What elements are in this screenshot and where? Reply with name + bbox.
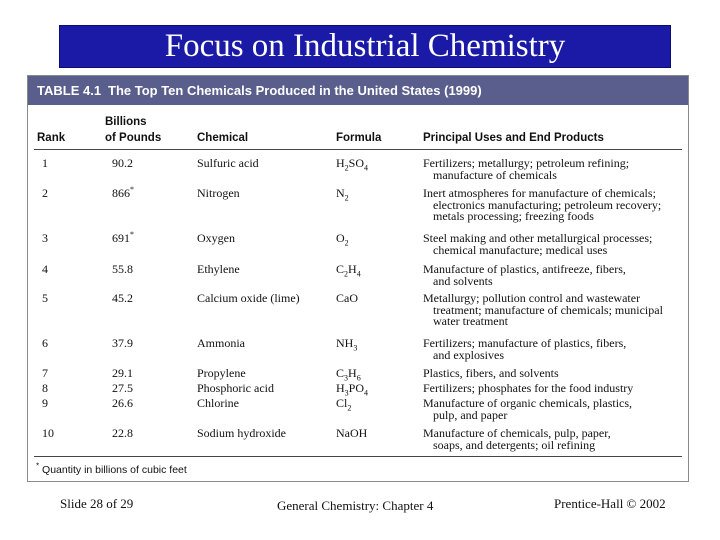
uses-line: Plastics, fibers, and solvents: [423, 366, 559, 380]
amount-value: 27.5: [112, 381, 133, 395]
uses-cell: [423, 383, 633, 395]
formula-cell: [336, 428, 367, 440]
uses-line: chemical manufacture; medical uses: [433, 242, 608, 257]
table-number: TABLE 4.1: [37, 83, 102, 98]
rank-cell: 5: [42, 291, 48, 305]
header-rank: Rank: [37, 132, 66, 144]
uses-line: Fertilizers; phosphates for the food industry: [423, 381, 634, 395]
amount-value: 55.8: [112, 262, 133, 276]
formula-part: 3: [353, 343, 358, 353]
amount-cell: [112, 230, 134, 245]
amount-value: 37.9: [112, 336, 133, 350]
formula-part: NH: [336, 336, 354, 350]
amount-cell: [112, 383, 133, 395]
uses-cell: [423, 158, 629, 181]
rank-cell: 3: [42, 231, 48, 245]
amount-cell: [112, 158, 133, 170]
chemicals-table: [27, 75, 689, 482]
formula-cell: [336, 156, 369, 173]
formula-part: C: [336, 366, 345, 380]
uses-line: Inert atmospheres for manufacture of chemicals;: [423, 186, 656, 200]
rank-cell: 4: [42, 262, 48, 276]
footer-chapter: General Chemistry: Chapter 4: [277, 498, 434, 513]
footer-copyright: Prentice-Hall © 2002: [554, 496, 666, 511]
chemical-cell: Propylene: [197, 366, 246, 380]
formula-part: CaO: [336, 291, 358, 305]
formula-part: O: [336, 231, 345, 245]
formula-part: C: [336, 262, 345, 276]
formula-cell: [336, 381, 369, 398]
table-caption-bar: [28, 76, 688, 105]
formula-cell: [336, 262, 361, 279]
formula-part: NaOH: [336, 426, 368, 440]
uses-line: and explosives: [433, 347, 504, 362]
amount-value: 29.1: [112, 366, 133, 380]
uses-line: electronics manufacturing; petroleum recovery;: [433, 197, 662, 212]
footnote-mark: *: [36, 461, 40, 471]
uses-line: Manufacture of organic chemicals, plastics,: [423, 396, 633, 410]
formula-part: H: [348, 262, 357, 276]
amount-value: 22.8: [112, 426, 133, 440]
amount-cell: [112, 368, 133, 380]
amount-value: 691: [112, 231, 130, 245]
formula-part: N: [336, 186, 345, 200]
header-billions-line2: of Pounds: [105, 132, 162, 144]
uses-cell: [423, 293, 663, 328]
rank-cell: 2: [42, 186, 48, 200]
formula-part: 2: [347, 403, 352, 413]
bottom-rule: [34, 456, 682, 457]
chemical-cell: Chlorine: [197, 396, 239, 410]
uses-line: Fertilizers; metallurgy; petroleum refining;: [423, 156, 630, 170]
formula-part: 2: [344, 193, 349, 203]
formula-cell: [336, 293, 358, 305]
uses-cell: [423, 264, 626, 287]
formula-part: H: [336, 156, 345, 170]
formula-part: 2: [344, 238, 349, 248]
uses-cell: [423, 188, 661, 223]
amount-cell: [112, 428, 133, 440]
formula-part: 6: [356, 373, 361, 383]
formula-part: 2: [344, 163, 349, 173]
amount-value: 26.6: [112, 396, 133, 410]
chemical-cell: Phosphoric acid: [197, 381, 274, 395]
amount-footnote-mark: *: [130, 230, 134, 239]
chemical-cell: Nitrogen: [197, 186, 240, 200]
rank-cell: 1: [42, 156, 48, 170]
formula-part: 3: [344, 388, 349, 398]
rank-cell: 9: [42, 396, 48, 410]
formula-part: 2: [344, 269, 349, 279]
footnote-text: Quantity in billions of cubic feet: [42, 464, 187, 476]
chemical-cell: Ammonia: [197, 336, 245, 350]
uses-line: Manufacture of chemicals, pulp, paper,: [423, 426, 611, 440]
amount-cell: [112, 398, 133, 410]
formula-part: H: [336, 381, 345, 395]
formula-cell: [336, 231, 349, 248]
formula-part: H: [348, 366, 357, 380]
uses-line: Fertilizers; manufacture of plastics, fibers,: [423, 336, 627, 350]
slide-title-bar: [59, 25, 671, 68]
amount-footnote-mark: *: [130, 185, 134, 194]
amount-value: 45.2: [112, 291, 133, 305]
table-footnote: [36, 461, 187, 476]
header-rule: [34, 149, 682, 150]
uses-cell: [423, 233, 652, 256]
rank-cell: 6: [42, 336, 48, 350]
chemical-cell: Calcium oxide (lime): [197, 291, 300, 305]
formula-part: SO: [348, 156, 365, 170]
formula-part: 3: [344, 373, 349, 383]
amount-value: 90.2: [112, 156, 133, 170]
header-uses: Principal Uses and End Products: [423, 132, 604, 144]
chemical-cell: Oxygen: [197, 231, 235, 245]
uses-cell: [423, 338, 626, 361]
amount-cell: [112, 185, 134, 200]
uses-line: and solvents: [433, 273, 493, 288]
formula-cell: [336, 186, 349, 203]
formula-part: PO: [348, 381, 365, 395]
formula-cell: [336, 396, 352, 413]
uses-cell: [423, 368, 559, 380]
header-formula: Formula: [336, 132, 382, 144]
header-billions-line1: Billions: [105, 116, 147, 128]
rank-cell: 7: [42, 366, 48, 380]
uses-line: manufacture of chemicals: [433, 167, 557, 182]
formula-part: 4: [364, 163, 369, 173]
uses-cell: [423, 398, 632, 421]
table-caption: The Top Ten Chemicals Produced in the United States (1999): [108, 83, 482, 98]
formula-part: 4: [356, 269, 361, 279]
uses-line: soaps, and detergents; oil refining: [433, 437, 596, 452]
formula-part: 4: [364, 388, 369, 398]
footer-slide-number: Slide 28 of 29: [60, 496, 134, 511]
amount-cell: [112, 264, 133, 276]
amount-cell: [112, 293, 133, 305]
uses-line: Manufacture of plastics, antifreeze, fibers,: [423, 262, 626, 276]
uses-line: metals processing; freezing foods: [433, 209, 594, 223]
chemical-cell: Ethylene: [197, 262, 240, 276]
header-chemical: Chemical: [197, 132, 249, 144]
formula-cell: [336, 366, 361, 383]
rank-cell: 8: [42, 381, 48, 395]
rank-cell: 10: [42, 426, 54, 440]
formula-cell: [336, 336, 358, 353]
chemical-cell: Sulfuric acid: [197, 156, 259, 170]
formula-part: Cl: [336, 396, 348, 410]
amount-cell: [112, 338, 133, 350]
uses-line: pulp, and paper: [433, 407, 508, 422]
uses-line: Metallurgy; pollution control and wastewater: [423, 291, 641, 305]
uses-cell: [423, 428, 611, 451]
amount-value: 866: [112, 186, 130, 200]
uses-line: water treatment: [433, 314, 508, 328]
chemical-cell: Sodium hydroxide: [197, 426, 286, 440]
uses-line: treatment; manufacture of chemicals; municipal: [433, 302, 663, 317]
slide-title: Focus on Industrial Chemistry: [164, 28, 566, 64]
uses-line: Steel making and other metallurgical processes;: [423, 231, 653, 245]
